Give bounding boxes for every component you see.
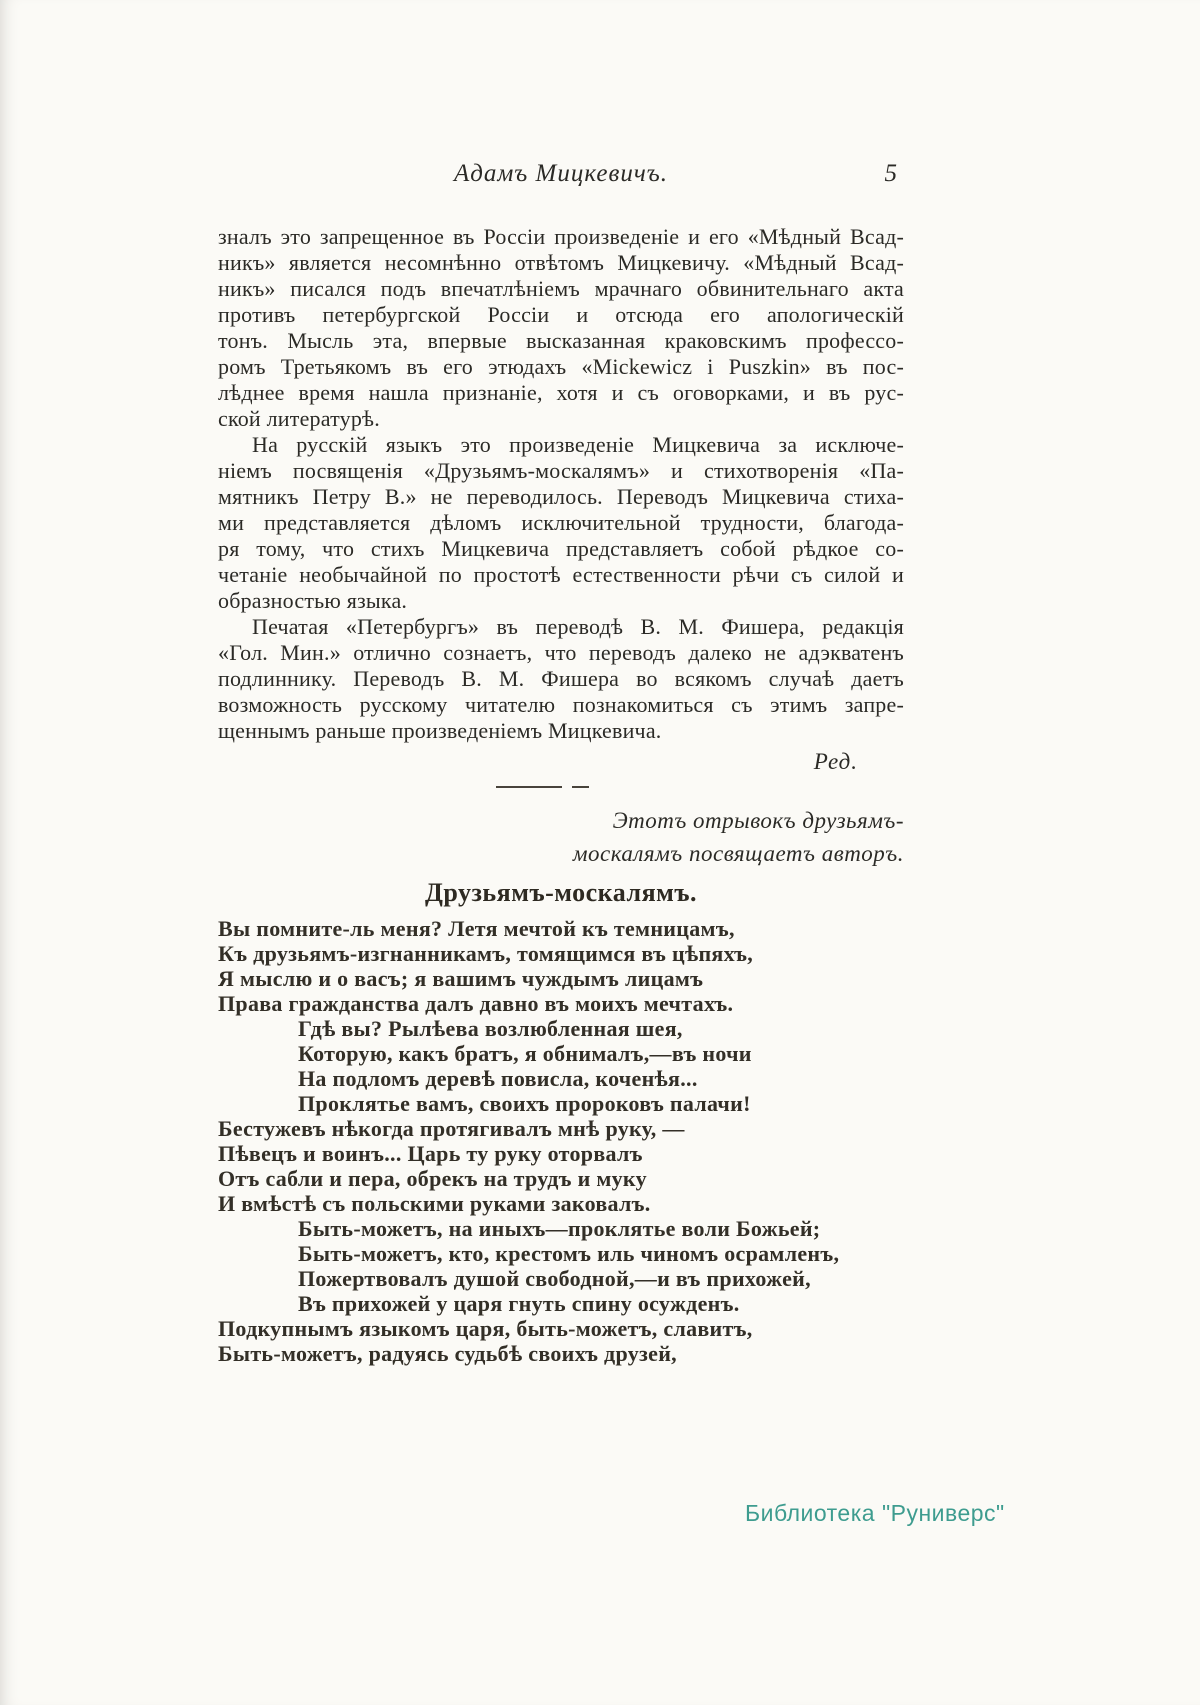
prose-line: никъ» писался подъ впечатлѣніемъ мрачнаго обвинительнаго акта	[218, 276, 904, 301]
prose-line: Печатая «Петербургъ» въ переводѣ В. М. Фишера, редакція	[252, 614, 904, 639]
prose-line: возможность русскому читателю познакомиться съ этимъ запре-	[218, 692, 904, 717]
running-head	[218, 160, 904, 188]
prose-line: тонъ. Мысль эта, впервые высказанная краковскимъ профессо-	[218, 328, 904, 353]
prose-line: четаніе необычайной по простотѣ естественности рѣчи съ силой и	[218, 562, 904, 587]
poem-line: Вы помните-ль меня? Летя мечтой къ темницамъ,	[218, 916, 735, 941]
prose-line: «Гол. Мин.» отлично сознаетъ, что переводъ далеко не адэкватенъ	[218, 640, 904, 665]
prose-line: лѣднее время нашла признаніе, хотя и съ оговорками, и въ рус-	[218, 380, 904, 405]
poem-line: Подкупнымъ языкомъ царя, быть-можетъ, славитъ,	[218, 1316, 753, 1341]
running-head-title: Адамъ Мицкевичъ.	[453, 160, 669, 187]
prose-line: ромъ Третьякомъ въ его этюдахъ «Mickewicz i Puszkin» въ пос-	[218, 354, 904, 379]
prose-line: ря тому, что стихъ Мицкевича представляетъ собой рѣдкое со-	[218, 536, 904, 561]
prose-line: подлиннику. Переводъ В. М. Фишера во всякомъ случаѣ даетъ	[218, 666, 904, 691]
poem-line: Быть-можетъ, радуясь судьбѣ своихъ друзей,	[218, 1341, 677, 1366]
poem-line: Быть-можетъ, на иныхъ—проклятье воли Божьей;	[298, 1216, 821, 1241]
poem-line: Пѣвецъ и воинъ... Царь ту руку оторвалъ	[218, 1141, 643, 1166]
poem-title: Друзьямъ-москалямъ.	[424, 878, 698, 907]
prose-line: образностью языка.	[218, 588, 408, 613]
poem-line: Которую, какъ братъ, я обнималъ,—въ ночи	[298, 1041, 752, 1066]
poem-line: Отъ сабли и пера, обрекъ на трудъ и муку	[218, 1166, 647, 1191]
prose-line: противъ петербургской Россіи и отсюда его апологическій	[218, 302, 904, 327]
epigraph	[218, 804, 904, 870]
page-content	[218, 160, 904, 1366]
poem-line: Быть-можетъ, кто, крестомъ иль чиномъ осрамленъ,	[298, 1241, 840, 1266]
epigraph-line: Этотъ отрывокъ друзьямъ-	[612, 808, 904, 833]
prose-line: мятникъ Петру В.» не переводилось. Переводъ Мицкевича стиха-	[218, 484, 904, 509]
watermark: Библиотека "Руниверс"	[745, 1500, 1005, 1526]
poem-line: Пожертвовалъ душой свободной,—и въ прихожей,	[298, 1266, 811, 1291]
poem-line: Проклятье вамъ, своихъ пророковъ палачи!	[298, 1091, 751, 1116]
poem-body	[218, 916, 904, 1366]
prose-line: щеннымъ раньше произведеніемъ Мицкевича.	[218, 718, 662, 743]
poem-line: И вмѣстѣ съ польскими руками заковалъ.	[218, 1191, 651, 1216]
paragraph	[218, 224, 904, 432]
prose-line: ми представляется дѣломъ исключительной трудности, благода-	[218, 510, 904, 535]
paragraph	[218, 432, 904, 614]
section-divider	[496, 786, 904, 788]
prose-line: На русскій языкъ это произведеніе Мицкевича за исключе-	[252, 432, 904, 457]
paragraph	[218, 614, 904, 744]
prose-line: ніемъ посвященія «Друзьямъ-москалямъ» и стихотворенія «Па-	[218, 458, 904, 483]
divider-segment	[496, 786, 562, 788]
prose-line: никъ» является несомнѣнно отвѣтомъ Мицкевичу. «Мѣдный Всад-	[218, 250, 904, 275]
epigraph-line: москалямъ посвящаетъ авторъ.	[572, 841, 904, 866]
poem-line: На подломъ деревѣ повисла, коченѣя...	[298, 1066, 698, 1091]
poem-line: Я мыслю и о васъ; я вашимъ чуждымъ лицамъ	[218, 966, 704, 991]
editor-signature: Ред.	[813, 749, 858, 774]
poem-line: Къ друзьямъ-изгнанникамъ, томящимся въ цѣпяхъ,	[218, 941, 754, 966]
prose-line: ской литературѣ.	[218, 406, 380, 431]
poem-line: Въ прихожей у царя гнуть спину осужденъ.	[298, 1291, 740, 1316]
poem-line: Бестужевъ нѣкогда протягивалъ мнѣ руку, —	[218, 1116, 685, 1141]
prose-line: зналъ это запрещенное въ Россіи произведеніе и его «Мѣдный Всад-	[218, 224, 904, 249]
prose-paragraphs	[218, 224, 904, 744]
page-number: 5	[884, 160, 898, 187]
poem-line: Гдѣ вы? Рылѣева возлюбленная шея,	[298, 1016, 683, 1041]
divider-segment	[572, 786, 589, 788]
poem-line: Права гражданства далъ давно въ моихъ мечтахъ.	[218, 991, 734, 1016]
